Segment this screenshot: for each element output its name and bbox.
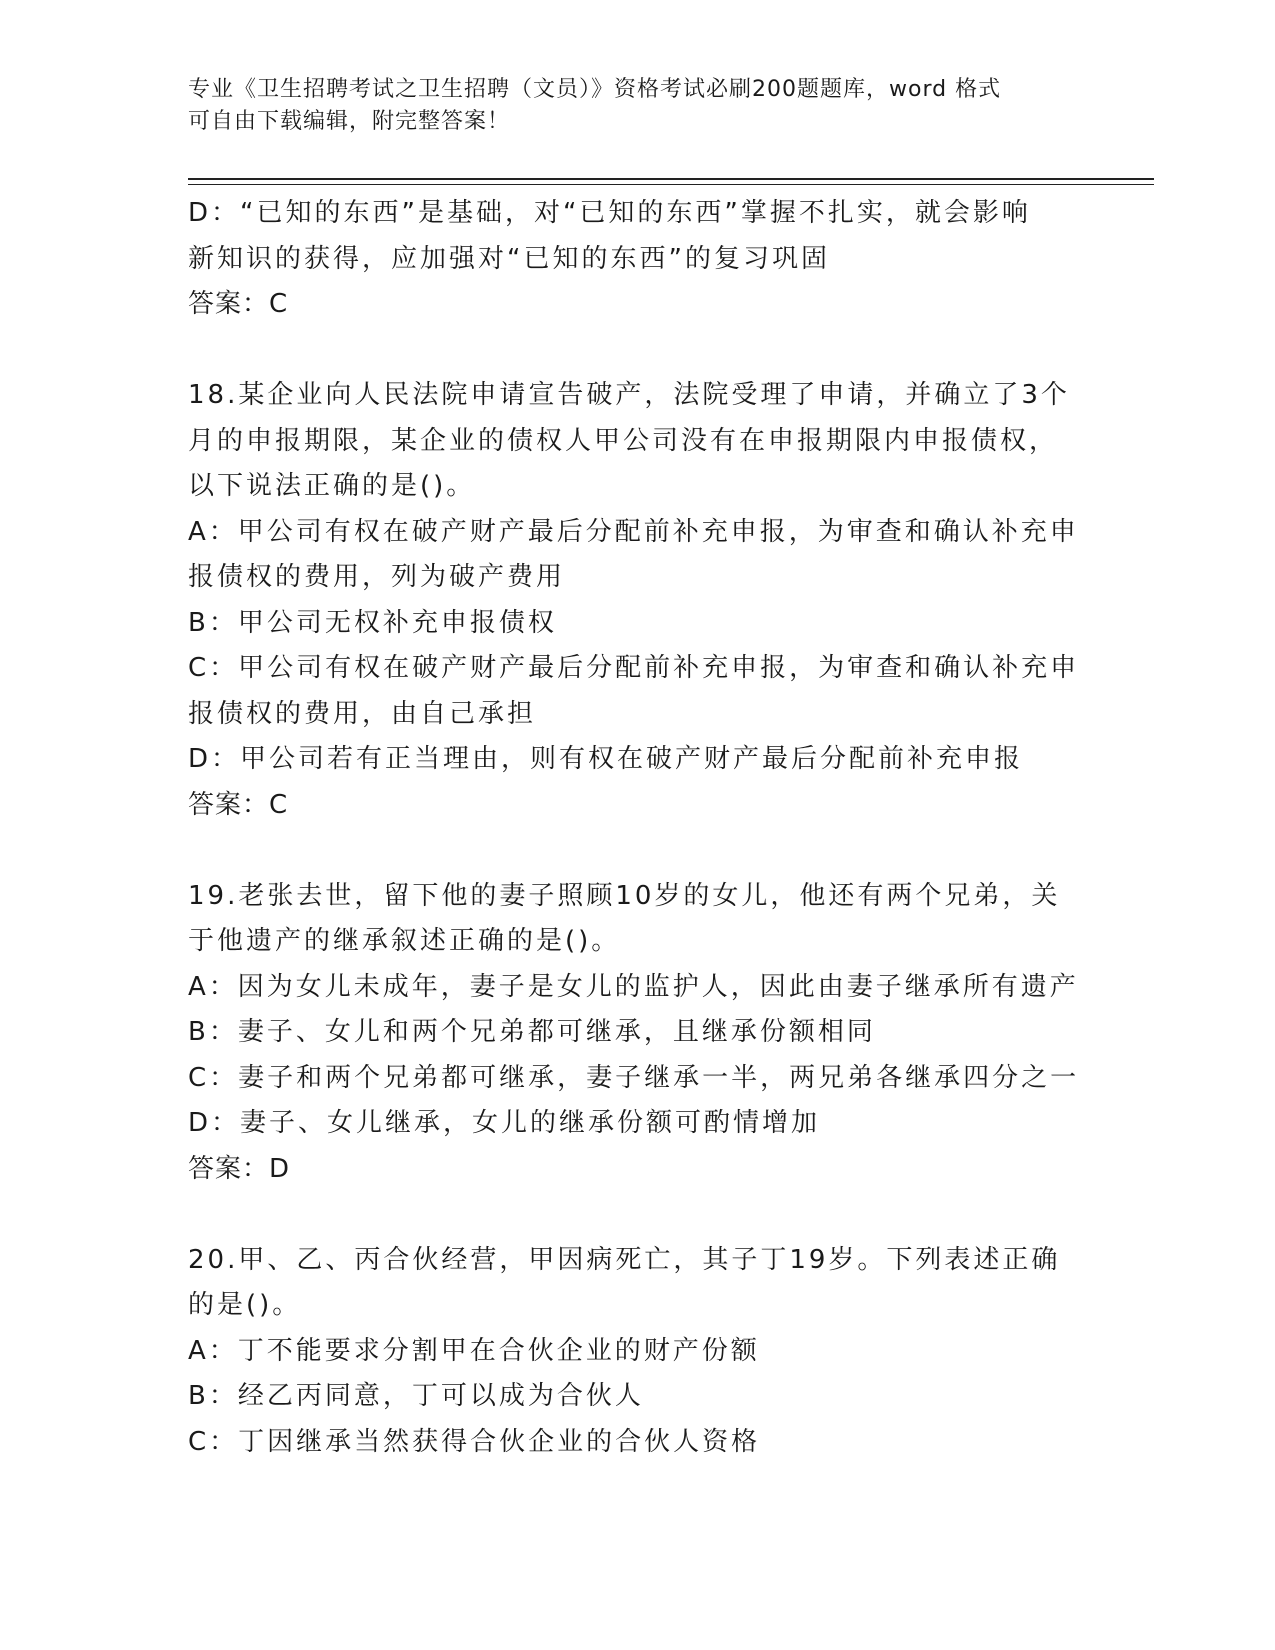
q18-stem-line-3: 以下说法正确的是()。 xyxy=(188,471,476,501)
spacer xyxy=(188,328,1088,374)
question-18 xyxy=(188,373,1088,828)
q18-stem-line-2: 月的申报期限，某企业的债权人甲公司没有在申报期限内申报债权， xyxy=(188,425,1059,456)
prev-answer: 答案：C xyxy=(188,289,289,319)
spacer xyxy=(188,828,1088,874)
prev-option-d-line-1: D：“已知的东西”是基础，对“已知的东西”掌握不扎实，就会影响 xyxy=(188,198,1031,228)
q18-option-d: D：甲公司若有正当理由，则有权在破产财产最后分配前补充申报 xyxy=(188,744,1024,774)
q19-stem-line-1: 19.老张去世，留下他的妻子照顾10岁的女儿，他还有两个兄弟，关 xyxy=(188,880,1061,911)
header-rule-thick xyxy=(188,178,1154,180)
header-title-line-1: 专业《卫生招聘考试之卫生招聘（文员）》资格考试必刷200题题库，word 格式 xyxy=(188,77,1002,102)
q20-option-b: B：经乙丙同意，丁可以成为合伙人 xyxy=(188,1381,644,1411)
page-header xyxy=(188,74,1088,138)
q18-option-c-line-2: 报债权的费用，由自己承担 xyxy=(188,698,537,729)
q20-stem-line-1: 20.甲、乙、丙合伙经营，甲因病死亡，其子丁19岁。下列表述正确 xyxy=(188,1244,1061,1275)
q18-answer: 答案：C xyxy=(188,789,289,820)
q19-option-b: B：妻子、女儿和两个兄弟都可继承，且继承份额相同 xyxy=(188,1017,876,1047)
q19-option-a: A：因为女儿未成年，妻子是女儿的监护人，因此由妻子继承所有遗产 xyxy=(188,971,1079,1002)
spacer xyxy=(188,1192,1088,1238)
question-20 xyxy=(188,1238,1088,1466)
q18-option-c-line-1: C：甲公司有权在破产财产最后分配前补充申报，为审查和确认补充申 xyxy=(188,653,1080,683)
q20-option-a: A：丁不能要求分割甲在合伙企业的财产份额 xyxy=(188,1335,760,1366)
q20-option-c: C：丁因继承当然获得合伙企业的合伙人资格 xyxy=(188,1426,761,1457)
q18-option-a-line-1: A：甲公司有权在破产财产最后分配前补充申报，为审查和确认补充申 xyxy=(188,516,1079,547)
header-title-line-2: 可自由下载编辑，附完整答案！ xyxy=(188,109,511,134)
prev-question xyxy=(188,191,1088,328)
q19-option-c: C：妻子和两个兄弟都可继承，妻子继承一半，两兄弟各继承四分之一 xyxy=(188,1062,1080,1093)
q18-option-b: B：甲公司无权补充申报债权 xyxy=(188,607,557,638)
q19-stem-line-2: 于他遗产的继承叙述正确的是()。 xyxy=(188,926,621,956)
prev-option-d-line-2: 新知识的获得，应加强对“已知的东西”的复习巩固 xyxy=(188,243,830,274)
question-body xyxy=(188,191,1088,1465)
q19-answer: 答案：D xyxy=(188,1153,291,1184)
q18-stem-line-1: 18.某企业向人民法院申请宣告破产，法院受理了申请，并确立了3个 xyxy=(188,380,1070,410)
question-19 xyxy=(188,874,1088,1193)
header-rule-thin xyxy=(188,184,1154,185)
q18-option-a-line-2: 报债权的费用，列为破产费用 xyxy=(188,562,566,592)
q19-option-d: D：妻子、女儿继承，女儿的继承份额可酌情增加 xyxy=(188,1108,821,1138)
q20-stem-line-2: 的是()。 xyxy=(188,1290,302,1320)
